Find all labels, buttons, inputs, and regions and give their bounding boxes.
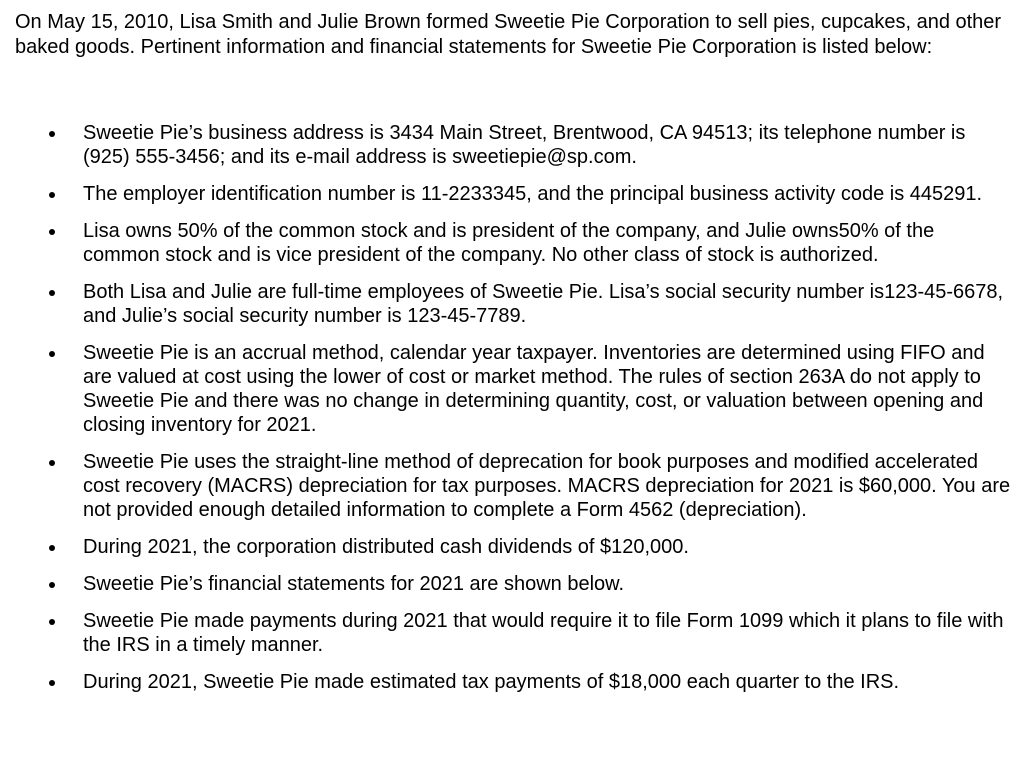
fact-text: During 2021, the corporation distributed cash dividends of $120,000. — [83, 536, 689, 558]
fact-text: The employer identification number is 11-2233345, and the principal business activity code is 445291. — [83, 183, 983, 205]
facts-list — [0, 121, 1024, 707]
fact-item-financial-statements — [0, 572, 1013, 596]
bullet-icon — [49, 680, 55, 686]
fact-text: Sweetie Pie is an accrual method, calendar year taxpayer. Inventories are determined using FIFO and are valued at cost using the lower of cost or market method. The rules of section 263A do not apply to Sweetie Pie and there was no change in determining quantity, cost, or valuation between opening and closing inventory for 2021. — [83, 342, 985, 436]
bullet-icon — [49, 351, 55, 357]
bullet-icon — [49, 619, 55, 625]
fact-text: Both Lisa and Julie are full-time employees of Sweetie Pie. Lisa’s social security number is123-45-6678, and Julie’s social security number is 123-45-7789. — [83, 281, 1004, 327]
fact-text: Lisa owns 50% of the common stock and is president of the company, and Julie owns50% of the common stock and is vice president of the company. No other class of stock is authorized. — [83, 220, 935, 266]
bullet-icon — [49, 582, 55, 588]
fact-item-ein — [0, 182, 1013, 206]
bullet-icon — [49, 545, 55, 551]
fact-item-accounting-method — [0, 341, 1013, 437]
bullet-icon — [49, 229, 55, 235]
fact-text: Sweetie Pie uses the straight-line method of deprecation for book purposes and modified accelerated cost recovery (MACRS) depreciation for tax purposes. MACRS depreciation for 2021 is $60,000. You are not provided enough detailed information to complete a Form 4562 (depreciation). — [83, 451, 1011, 521]
bullet-icon — [49, 460, 55, 466]
fact-item-employees — [0, 280, 1013, 328]
fact-item-estimated-tax — [0, 670, 1013, 694]
fact-item-form-1099 — [0, 609, 1013, 657]
fact-item-ownership — [0, 219, 1013, 267]
bullet-icon — [49, 290, 55, 296]
fact-text: Sweetie Pie’s business address is 3434 Main Street, Brentwood, CA 94513; its telephone number is (925) 555-3456; and its e-mail address is sweetiepie@sp.com. — [83, 122, 966, 168]
intro-paragraph: On May 15, 2010, Lisa Smith and Julie Brown formed Sweetie Pie Corporation to sell pies, cupcakes, and other baked goods. Pertinent information and financial statements for Sweetie Pie Corporation is listed below: — [15, 11, 1002, 58]
bullet-icon — [49, 131, 55, 137]
fact-item-address — [0, 121, 1013, 169]
fact-text: Sweetie Pie’s financial statements for 2021 are shown below. — [83, 573, 625, 595]
fact-text: Sweetie Pie made payments during 2021 that would require it to file Form 1099 which it plans to file with the IRS in a timely manner. — [83, 610, 1004, 656]
fact-item-depreciation — [0, 450, 1013, 522]
fact-item-dividends — [0, 535, 1013, 559]
bullet-icon — [49, 192, 55, 198]
fact-text: During 2021, Sweetie Pie made estimated tax payments of $18,000 each quarter to the IRS. — [83, 671, 900, 693]
